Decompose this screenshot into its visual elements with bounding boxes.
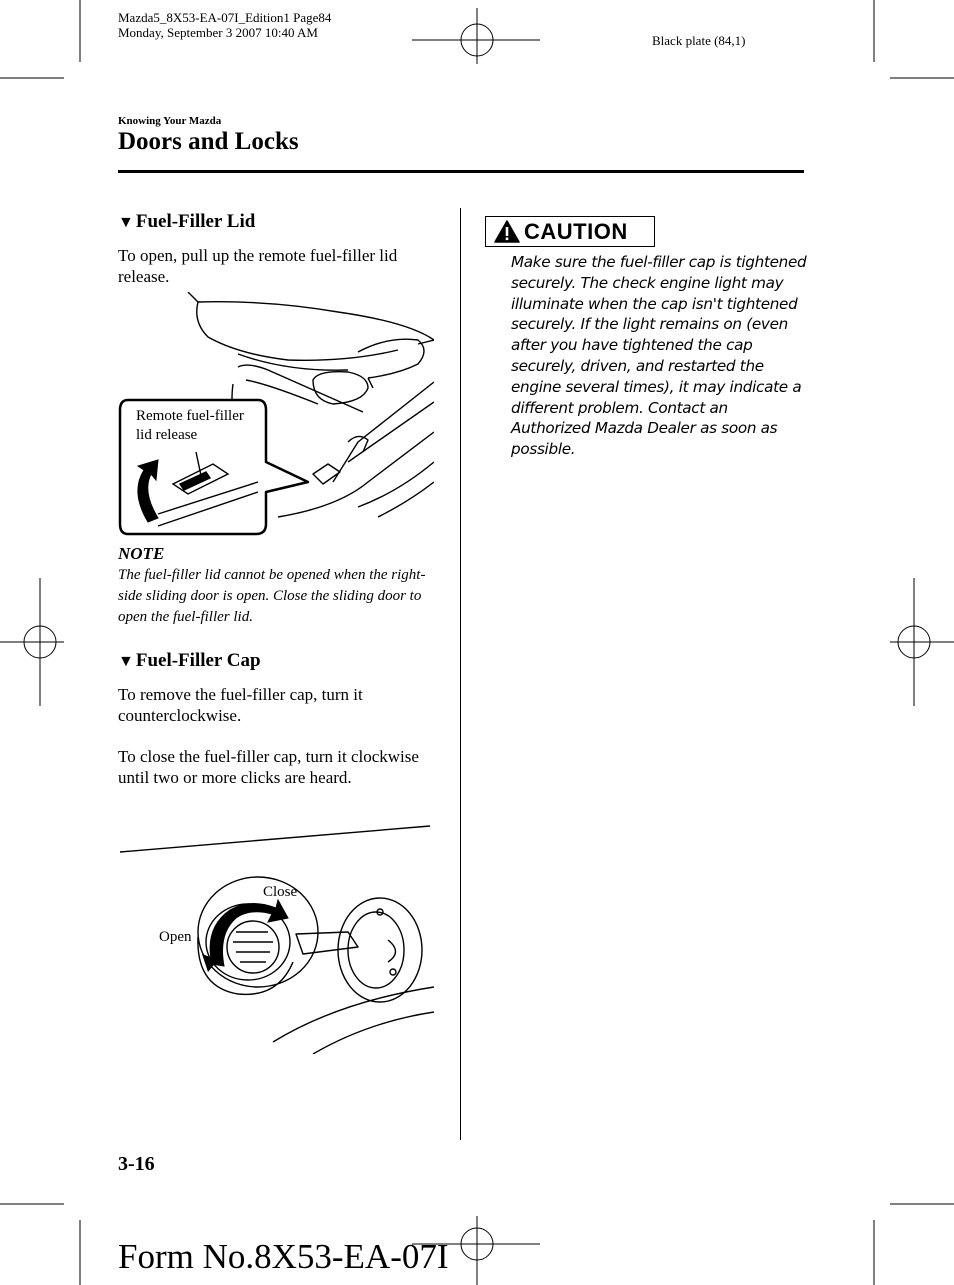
fuel-filler-cap-close-text: To close the fuel-filler cap, turn it clockwise until two or more clicks are heard. [118,747,419,787]
form-number: Form No.8X53-EA-07I [118,1237,449,1276]
page-number: 3-16 [118,1153,155,1175]
print-line-1: Mazda5_8X53-EA-07I_Edition1 Page84 [118,10,332,25]
note-text: The fuel-filler lid cannot be opened when the right-side sliding door is open. Close the sliding door to open the fuel-filler lid. [118,567,426,625]
note-title: NOTE [118,544,165,563]
print-line-2: Monday, September 3 2007 10:40 AM [118,25,318,40]
triangle-down-icon: ▼ [118,653,134,670]
page-title: Doors and Locks [118,128,299,155]
warning-icon [494,220,520,243]
heading-fuel-filler-cap: ▼ Fuel-Filler Cap [118,650,261,671]
print-header [118,10,331,40]
caution-box [485,216,655,247]
open-label: Open [159,929,192,945]
caution-text: Make sure the fuel-filler cap is tightened securely. The check engine light may illuminate when the cap isn't tightened securely. If the light remains on (even after you have tightened the cap securely, driven, and restarted the engine several times), it may indicate a different problem. Contact an Authorized Mazda Dealer as soon as possible. [511,253,807,459]
triangle-down-icon: ▼ [118,214,134,231]
close-label: Close [263,884,298,900]
title-divider [118,170,804,173]
plate-label: Black plate (84,1) [652,33,746,48]
caution-label: CAUTION [524,219,628,244]
fuel-filler-cap-remove-text: To remove the fuel-filler cap, turn it counterclockwise. [118,685,363,725]
section-category: Knowing Your Mazda [118,115,222,127]
column-divider [460,208,461,1140]
heading-fuel-filler-lid: ▼ Fuel-Filler Lid [118,211,256,232]
fuel-filler-lid-text: To open, pull up the remote fuel-filler lid release. [118,246,398,286]
remote-release-label: Remote fuel-filler lid release [136,408,244,443]
